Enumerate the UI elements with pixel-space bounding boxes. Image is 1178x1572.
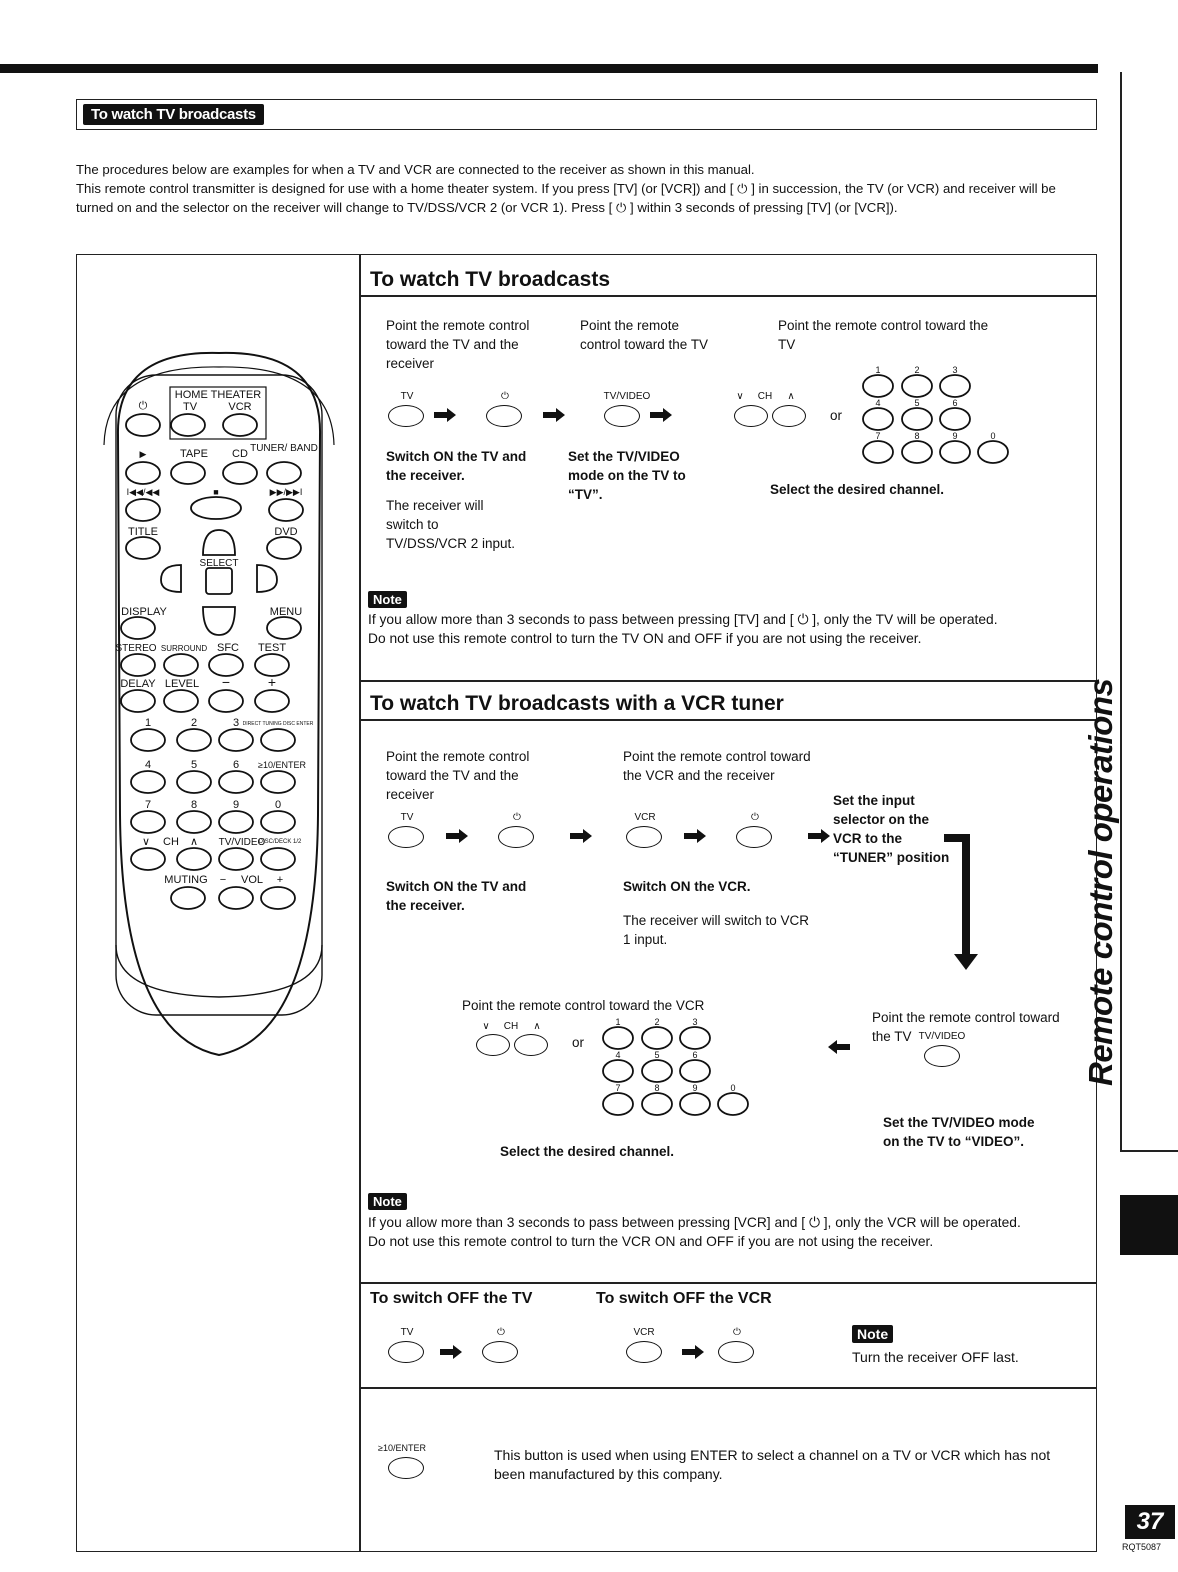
remote-title-label: TITLE [128,526,158,538]
s1-key-6: 6 [952,398,958,408]
s2-left-arrow-icon [828,1040,850,1054]
s3-note-badge [852,1326,893,1344]
remote-5-label: 5 [190,759,198,771]
remote-skip-fwd-label: ▶▶/▶▶I [269,487,303,497]
s2-col1-point: Point the remote control toward the TV and the receiver [386,749,530,802]
s1-arrow-icon [434,408,456,422]
s2-key-9: 9 [692,1083,698,1093]
remote-3-label: 3 [232,717,240,729]
s3-tv-button [388,1341,424,1363]
s1-col3-step: Select the desired channel. [770,482,945,497]
s1-arrow-icon-3 [650,408,672,422]
remote-1-label: 1 [144,717,152,729]
s1-key-0: 0 [990,431,996,441]
intro-text [76,160,1096,217]
s2-key-3: 3 [692,1017,698,1027]
s3-arrow-icon-2 [682,1345,704,1359]
remote-7-label: 7 [144,799,152,811]
s2-key-5: 5 [654,1050,660,1060]
remote-muting-label: MUTING [164,874,208,886]
s2-tv-button [388,826,424,848]
remote-ch-down-label: ∨ [141,836,151,848]
s1-tvvideo-button [604,405,640,427]
s2-key-6: 6 [692,1050,698,1060]
sidebar-title: Remote control operations [1082,678,1119,1086]
remote-level-label: LEVEL [164,678,200,690]
s1-col2-step: Set the TV/VIDEO mode on the TV to “TV”. [568,449,686,502]
remote-vol-minus-label: − [219,874,227,886]
s3-vcr-label: VCR [633,1327,655,1338]
s1-ch-up-button [772,405,806,427]
page-heading: To watch TV broadcasts [83,104,264,125]
s3-tv-label: TV [400,1327,414,1338]
top-rule [0,64,1098,73]
s2-col1-step: Switch ON the TV and the receiver. [386,879,527,913]
section4-rule-top [359,1387,1097,1389]
s2-vcr-label: VCR [634,812,656,823]
remote-menu-label: MENU [269,606,303,618]
remote-2-label: 2 [190,717,198,729]
remote-vcr-label: VCR [228,401,252,413]
s3-tv-off-title: To switch OFF the TV [370,1290,533,1307]
s2-note-1: If you allow more than 3 seconds to pass between pressing [VCR] and [ ⏻ ], only the VCR will be operated. [368,1215,1021,1230]
s1-key-8: 8 [914,431,920,441]
s4-button-label: ≥10/ENTER [378,1443,426,1453]
remote-test-label: TEST [257,642,287,654]
s3-vcr-off-title: To switch OFF the VCR [596,1290,772,1307]
s1-ch-down-button [734,405,768,427]
section3-rule-top [359,1282,1097,1284]
s3-note-label: Note [852,1325,893,1343]
remote-select-label: SELECT [199,558,239,569]
s2-arrow-icon [446,829,468,843]
s1-tvvideo-label: TV/VIDEO [603,391,651,402]
remote-disc-deck-label: DISC/DECK 1/2 [258,839,302,845]
s1-col1-step: Switch ON the TV and the receiver. [386,449,527,483]
s1-col2-point: Point the remote control toward the TV [580,318,709,352]
s2-arrow-icon-3 [684,829,706,843]
page-number: 37 [1125,1505,1175,1539]
s1-note-badge [368,591,407,609]
s1-power-label: ⏻ [501,391,509,402]
s2-lower-right-point: Point the remote control toward the TV [872,1010,1060,1044]
s2-note-text [368,1213,1086,1251]
document-code: RQT5087 [1122,1542,1162,1552]
s1-tv-button [388,405,424,427]
column-divider [359,254,361,1552]
s2-note-2: Do not use this remote control to turn the VCR ON and OFF if you are not using the receiver. [368,1234,934,1249]
remote-surround-label: SURROUND [160,644,208,653]
s2-arrow-icon-4 [808,829,830,843]
remote-0-label: 0 [274,799,282,811]
s1-key-9: 9 [952,431,958,441]
remote-8-label: 8 [190,799,198,811]
s2-lower-right-step: Set the TV/VIDEO mode on the TV to “VIDEO”. [883,1115,1035,1149]
remote-4-label: 4 [144,759,152,771]
remote-delay-label: DELAY [120,678,156,690]
remote-ch-up-label: ∧ [189,836,199,848]
s1-key-2: 2 [914,365,920,375]
s2-arrow-icon-2 [570,829,592,843]
s2-col2-step: Switch ON the VCR. [623,879,751,894]
s1-col3-point: Point the remote control toward the TV [778,318,989,352]
s1-arrow-icon-2 [543,408,565,422]
s1-ch-down-label: ∨ [736,391,744,402]
s2-key-1: 1 [615,1017,621,1027]
s3-tv-power-label: ⏻ [497,1327,505,1338]
remote-dvd-label: DVD [274,526,298,538]
s2-lower-point: Point the remote control toward the VCR [462,998,705,1013]
sidebar-tab-rule [1120,1150,1178,1152]
sidebar-block [1120,1195,1178,1255]
s2-vcr-power-button [736,826,772,848]
s2-note-label: Note [368,1193,407,1210]
s2-ch-label: CH [503,1021,519,1032]
s2-note-badge [368,1193,407,1211]
s2-tvvideo-label: TV/VIDEO [918,1031,966,1042]
remote-tv-label: TV [182,401,198,413]
remote-power-label: ⏻ [138,400,148,412]
s2-vcr-button [626,826,662,848]
s2-key-0: 0 [730,1083,736,1093]
s1-ch-label: CH [757,391,773,402]
intro-line-2: This remote control transmitter is designed for use with a home theater system. If you press [TV] (or [VCR]) and [ ⏻ ] in succession, the TV (or VCR) and receiver will be turned on and the selector on the receiver will change to TV/DSS/VCR 2 (or VCR 1). Press [ ⏻ ] within 3 seconds of pressing [TV] (or [VCR]). [76,181,1056,215]
remote-minus-label: − [221,674,231,690]
s1-power-button [486,405,522,427]
s3-tv-power-button [482,1341,518,1363]
s1-key-3: 3 [952,365,958,375]
s2-tvvideo-button [924,1045,960,1067]
s1-key-1: 1 [875,365,881,375]
remote-vol-label: VOL [240,874,264,886]
remote-play-label: ▶ [139,449,147,459]
remote-illustration [96,345,342,1060]
s2-power-button [498,826,534,848]
s3-vcr-button [626,1341,662,1363]
s2-power-label: ⏻ [513,812,521,823]
s1-note-label: Note [368,591,407,608]
s2-col2-result: The receiver will switch to VCR 1 input. [623,913,810,947]
remote-tuner-label: TUNER/ BAND [250,443,318,454]
s1-tv-label: TV [400,391,414,402]
s2-key-8: 8 [654,1083,660,1093]
remote-tape-label: TAPE [180,448,208,460]
sidebar-rule [1120,72,1122,1152]
remote-vol-plus-label: + [276,874,284,886]
s2-or: or [572,1035,585,1050]
section1-title: To watch TV broadcasts [370,268,610,291]
section2-title: To watch TV broadcasts with a VCR tuner [370,692,784,715]
section2-rule-top [359,680,1097,682]
remote-cd-label: CD [232,448,248,460]
s1-key-5: 5 [914,398,920,408]
remote-sfc-label: SFC [217,642,239,654]
s2-vcr-power-label: ⏻ [751,812,759,823]
s2-lower-step: Select the desired channel. [500,1144,675,1159]
s1-key-4: 4 [875,398,881,408]
s1-col1-point: Point the remote control toward the TV and the receiver [386,318,530,371]
s2-ch-down-button [476,1034,510,1056]
remote-stop-label: ■ [213,487,219,497]
s2-tv-label: TV [400,812,414,823]
remote-skip-back-label: I◀◀/◀◀ [126,487,160,497]
remote-tvvideo-label: TV/VIDEO [218,837,266,848]
remote-plus-label: + [267,674,277,690]
remote-6-label: 6 [232,759,240,771]
s3-vcr-power-label: ⏻ [733,1327,741,1338]
intro-line-1: The procedures below are examples for when a TV and VCR are connected to the receiver as shown in this manual. [76,162,755,177]
s2-col3-step: Set the input selector on the VCR to the “TUNER” position [833,793,950,865]
s1-col1-result: The receiver will switch to TV/DSS/VCR 2 input. [386,498,516,551]
remote-9-label: 9 [232,799,240,811]
s2-key-7: 7 [615,1083,621,1093]
remote-ten-enter-label: ≥10/ENTER [258,760,306,770]
s1-note-text [368,610,1086,648]
s1-keypad [858,364,1014,468]
s1-or: or [830,408,843,423]
remote-home-theater-label: HOME THEATER [174,389,262,401]
remote-ch-label: CH [163,836,179,848]
s4-ten-enter-button [388,1457,424,1479]
s2-ch-up-button [514,1034,548,1056]
remote-stereo-label: STEREO [115,643,157,654]
s2-down-arrow-icon [942,830,982,972]
s1-note-2: Do not use this remote control to turn the TV ON and OFF if you are not using the receiver. [368,631,922,646]
remote-display-label: DISPLAY [121,606,167,618]
s2-keypad [598,1016,758,1120]
section2-rule [359,719,1097,721]
s2-ch-down-label: ∨ [482,1021,490,1032]
s3-note-text: Turn the receiver OFF last. [852,1349,1019,1365]
s1-key-7: 7 [875,431,881,441]
s2-col2-point: Point the remote control toward the VCR and the receiver [623,749,811,783]
s3-arrow-icon [440,1345,462,1359]
s1-ch-up-label: ∧ [787,391,795,402]
remote-direct-tuning-label: DIRECT TUNING DISC ENTER [242,721,314,727]
section1-rule [359,295,1097,297]
s3-vcr-power-button [718,1341,754,1363]
s1-note-1: If you allow more than 3 seconds to pass between pressing [TV] and [ ⏻ ], only the TV will be operated. [368,612,998,627]
s4-text: This button is used when using ENTER to select a channel on a TV or VCR which has not been manufactured by this company. [494,1447,1051,1482]
s2-ch-up-label: ∧ [533,1021,541,1032]
s2-key-4: 4 [615,1050,621,1060]
s2-key-2: 2 [654,1017,660,1027]
